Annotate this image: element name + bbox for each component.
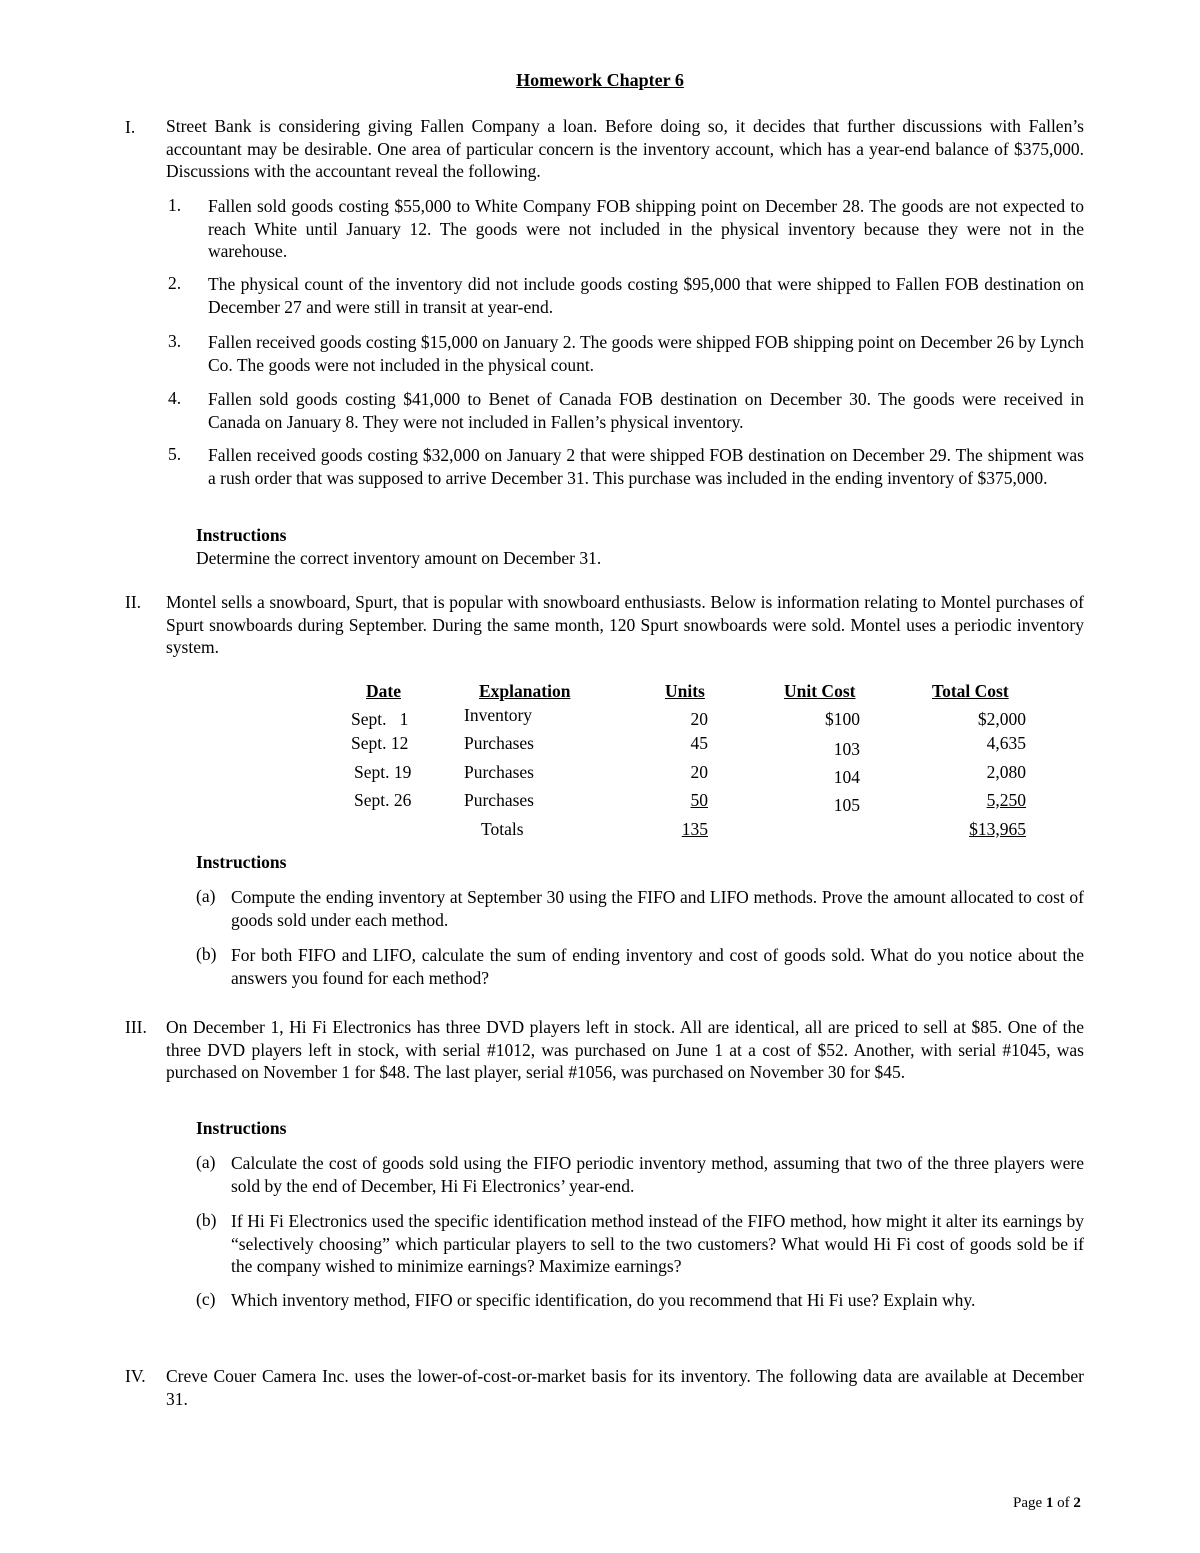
table-cell-unit-cost: 103 (833, 739, 860, 759)
section-iv-intro: Creve Couer Camera Inc. uses the lower-of-cost-or-market basis for its inventory. The following data are available at December 31. (166, 1366, 1084, 1409)
page-of: of (1057, 1495, 1070, 1511)
table-totals-label: Totals (481, 819, 524, 839)
section-numeral-iv: IV. (125, 1366, 146, 1386)
table-cell-unit-cost: $100 (825, 709, 860, 729)
section-iii-item-text: Calculate the cost of goods sold using the FIFO periodic inventory method, assuming that two of the three players were sold by the end of December, Hi Fi Electronics’ year-end. (231, 1153, 1084, 1196)
section-i-item-num: 2. (168, 273, 182, 293)
table-cell-explanation: Inventory (464, 705, 533, 725)
table-cell-total-cost: $2,000 (977, 709, 1026, 729)
table-cell-units: 20 (690, 762, 708, 782)
section-iii-item-label: (a) (196, 1152, 216, 1172)
section-ii-intro: Montel sells a snowboard, Spurt, that is popular with snowboard enthusiasts. Below is information relating to Montel purchases of Spurt snowboards during September. During the same month, 120 Spurt snowboards were sold. Montel uses a periodic inventory system. (166, 592, 1084, 657)
section-ii-item-text: Compute the ending inventory at September 30 using the FIFO and LIFO methods. Prove the amount allocated to cost of goods sold under each method. (231, 887, 1084, 930)
section-iii-item-label: (c) (196, 1289, 216, 1309)
table-cell-unit-cost: 104 (833, 767, 860, 787)
section-numeral-ii: II. (125, 592, 142, 612)
section-i-item-text: The physical count of the inventory did not include goods costing $95,000 that were shipped to Fallen FOB destination on December 27 and were still in transit at year-end. (208, 274, 1084, 317)
table-cell-units: 50 (690, 790, 708, 810)
table-cell-date: Sept. 26 (354, 790, 412, 810)
page-label: Page (1013, 1495, 1043, 1511)
table-cell-explanation: Purchases (464, 733, 534, 753)
section-numeral-iii: III. (125, 1017, 147, 1037)
table-cell-date: Sept. 19 (354, 762, 412, 782)
section-iii-item-label: (b) (196, 1210, 217, 1230)
page-title: Homework Chapter 6 (516, 70, 684, 90)
section-ii-item-label: (a) (196, 886, 216, 906)
section-i-item-num: 1. (168, 195, 182, 215)
page-total: 2 (1073, 1495, 1081, 1511)
section-i-item-num: 4. (168, 388, 182, 408)
table-cell-units: 45 (690, 733, 708, 753)
section-ii-item-label: (b) (196, 944, 217, 964)
table-totals-units: 135 (681, 819, 708, 839)
table-cell-date: Sept. 12 (351, 733, 409, 753)
table-cell-unit-cost: 105 (833, 795, 860, 815)
table-header-total-cost: Total Cost (932, 681, 1009, 701)
section-iii-instructions-heading: Instructions (196, 1118, 287, 1138)
table-cell-total-cost: 2,080 (986, 762, 1026, 782)
section-i-item-num: 5. (168, 444, 182, 464)
section-i-item-num: 3. (168, 331, 182, 351)
table-header-explanation: Explanation (479, 681, 571, 701)
table-header-date: Date (366, 681, 401, 701)
section-ii-instructions-heading: Instructions (196, 852, 287, 872)
table-cell-explanation: Purchases (464, 762, 534, 782)
section-i-item-text: Fallen sold goods costing $41,000 to Benet of Canada FOB destination on December 30. The goods were received in Canada on January 8. They were not included in Fallen’s physical inventory. (208, 389, 1084, 432)
section-i-item-text: Fallen received goods costing $32,000 on January 2 that were shipped FOB destination on December 29. The shipment was a rush order that was supposed to arrive December 31. This purchase was included in the ending inventory of $375,000. (208, 445, 1084, 488)
section-i-item-text: Fallen received goods costing $15,000 on January 2. The goods were shipped FOB shipping point on December 26 by Lynch Co. The goods were not included in the physical count. (208, 332, 1084, 375)
table-cell-explanation: Purchases (464, 790, 534, 810)
page-current: 1 (1045, 1495, 1054, 1511)
section-iii-item-text: Which inventory method, FIFO or specific identification, do you recommend that Hi Fi use? Explain why. (231, 1290, 976, 1310)
table-totals-cost: $13,965 (969, 819, 1026, 839)
table-cell-total-cost: 5,250 (986, 790, 1026, 810)
page-number (1013, 1495, 1081, 1512)
section-numeral-i: I. (125, 117, 136, 137)
section-iii-item-text: If Hi Fi Electronics used the specific identification method instead of the FIFO method, how might it alter its earnings by “selectively choosing” which particular players to sell to the two customers? What would Hi Fi cost of goods sold be if the company wished to minimize earnings? Maximize earnings? (231, 1211, 1084, 1276)
table-cell-date: Sept. 1 (351, 709, 409, 729)
table-cell-total-cost: 4,635 (986, 733, 1026, 753)
section-iii-intro: On December 1, Hi Fi Electronics has three DVD players left in stock. All are identical, all are priced to sell at $85. One of the three DVD players left in stock, with serial #1012, was purchased on June 1 at a cost of $52. Another, with serial #1045, was purchased on November 1 for $48. The last player, serial #1056, was purchased on November 30 for $45. (166, 1017, 1084, 1082)
table-cell-units: 20 (690, 709, 708, 729)
section-ii-item-text: For both FIFO and LIFO, calculate the sum of ending inventory and cost of goods sold. What do you notice about the answers you found for each method? (231, 945, 1084, 988)
section-i-instructions-heading: Instructions (196, 525, 287, 545)
table-header-units: Units (665, 681, 705, 701)
section-i-item-text: Fallen sold goods costing $55,000 to White Company FOB shipping point on December 28. The goods are not expected to reach White until January 12. The goods were not included in the physical inventory because they were not in the warehouse. (208, 196, 1084, 261)
table-header-unit-cost: Unit Cost (784, 681, 856, 701)
section-i-instructions-text: Determine the correct inventory amount on December 31. (196, 548, 602, 568)
section-i-intro: Street Bank is considering giving Fallen Company a loan. Before doing so, it decides that further discussions with Fallen’s accountant may be desirable. One area of particular concern is the inventory account, which has a year-end balance of $375,000. Discussions with the accountant reveal the following. (166, 116, 1084, 181)
